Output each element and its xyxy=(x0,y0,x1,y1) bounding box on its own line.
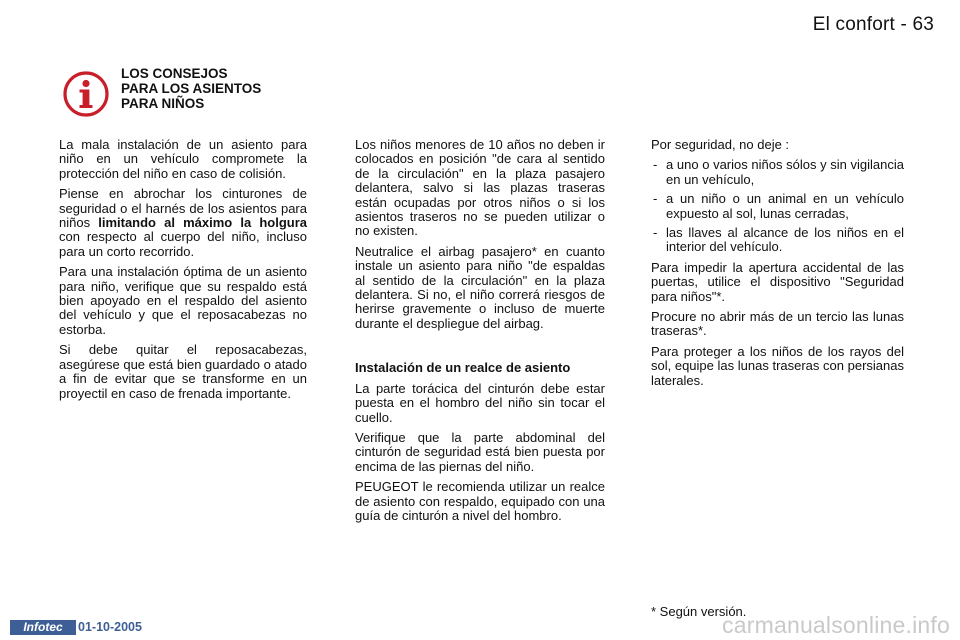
list-item: - a un niño o un animal en un vehículo expuesto al sol, lunas cerradas, xyxy=(651,192,904,221)
section-title-line-1: LOS CONSEJOS xyxy=(121,66,228,81)
list-item: - a uno o varios niños sólos y sin vigilancia en un vehículo, xyxy=(651,158,904,187)
paragraph: Los niños menores de 10 años no deben ir colocados en posición "de cara al sentido de la circulación" en la plaza pasajero delantera, salvo si las plazas traseras están ocupadas por otros niños o si los asientos traseros no se pueden utilizar o no existen. xyxy=(355,137,605,239)
column-middle xyxy=(355,138,605,529)
warning-list xyxy=(651,158,904,254)
info-icon xyxy=(62,70,110,118)
paragraph: Verifique que la parte abdominal del cinturón de seguridad está bien puesta por encima de las piernas del niño. xyxy=(355,429,605,474)
footer-brand-badge: Infotec xyxy=(10,620,76,635)
paragraph: Para una instalación óptima de un asiento para niño, verifique que su respaldo está bien apoyado en el respaldo del asiento del vehículo y que el reposacabezas no estorba. xyxy=(59,264,307,337)
paragraph: Para proteger a los niños de los rayos del sol, equipe las lunas traseras con persianas laterales. xyxy=(651,343,904,388)
paragraph: La parte torácica del cinturón debe estar puesta en el hombro del niño sin tocar el cuello. xyxy=(355,380,605,425)
column-right xyxy=(651,138,904,394)
subheading: Instalación de un realce de asiento xyxy=(355,360,571,376)
column-left xyxy=(59,138,307,407)
page-header: El confort - 63 xyxy=(812,14,934,35)
paragraph: Si debe quitar el reposacabezas, asegúrese que está bien guardado o atado a fin de evitar que se transforme en un proyectil en caso de frenada importante. xyxy=(59,342,307,401)
paragraph: Para impedir la apertura accidental de las puertas, utilice el dispositivo "Seguridad para niños"*. xyxy=(651,259,904,304)
paragraph: PEUGEOT le recomienda utilizar un realce de asiento con respaldo, equipado con una guía de cinturón a nivel del hombro. xyxy=(355,479,605,523)
paragraph: La mala instalación de un asiento para niño en un vehículo compromete la protección del niño en caso de colisión. xyxy=(59,137,307,181)
paragraph-harness: Piense en abrochar los cinturones de seguridad o el harnés de los asientos para niños limitando al máximo la holgura con respecto al cuerpo del niño, incluso para un corto recorrido. xyxy=(59,186,307,259)
section-title-line-3: PARA NIÑOS xyxy=(121,96,205,111)
paragraph: Procure no abrir más de un tercio las lunas traseras*. xyxy=(651,309,904,339)
watermark: carmanualsonline.info xyxy=(722,612,950,638)
paragraph: Neutralice el airbag pasajero* en cuanto instale un asiento para niño "de espaldas al sentido de la circulación" en la plaza delantera. Si no, el niño correrá riesgos de herirse gravemente o incluso de muerte durante el despliegue del airbag. xyxy=(355,243,605,331)
paragraph-intro: Por seguridad, no deje : xyxy=(651,137,790,152)
section-title-line-2: PARA LOS ASIENTOS xyxy=(121,81,262,96)
section-title xyxy=(121,66,261,111)
emphasis-text: limitando al máximo la holgura xyxy=(98,215,307,231)
footnote: * Según versión. xyxy=(651,604,747,619)
footer-date: 01-10-2005 xyxy=(78,620,142,634)
list-item: - las llaves al alcance de los niños en el interior del vehículo. xyxy=(651,226,904,255)
